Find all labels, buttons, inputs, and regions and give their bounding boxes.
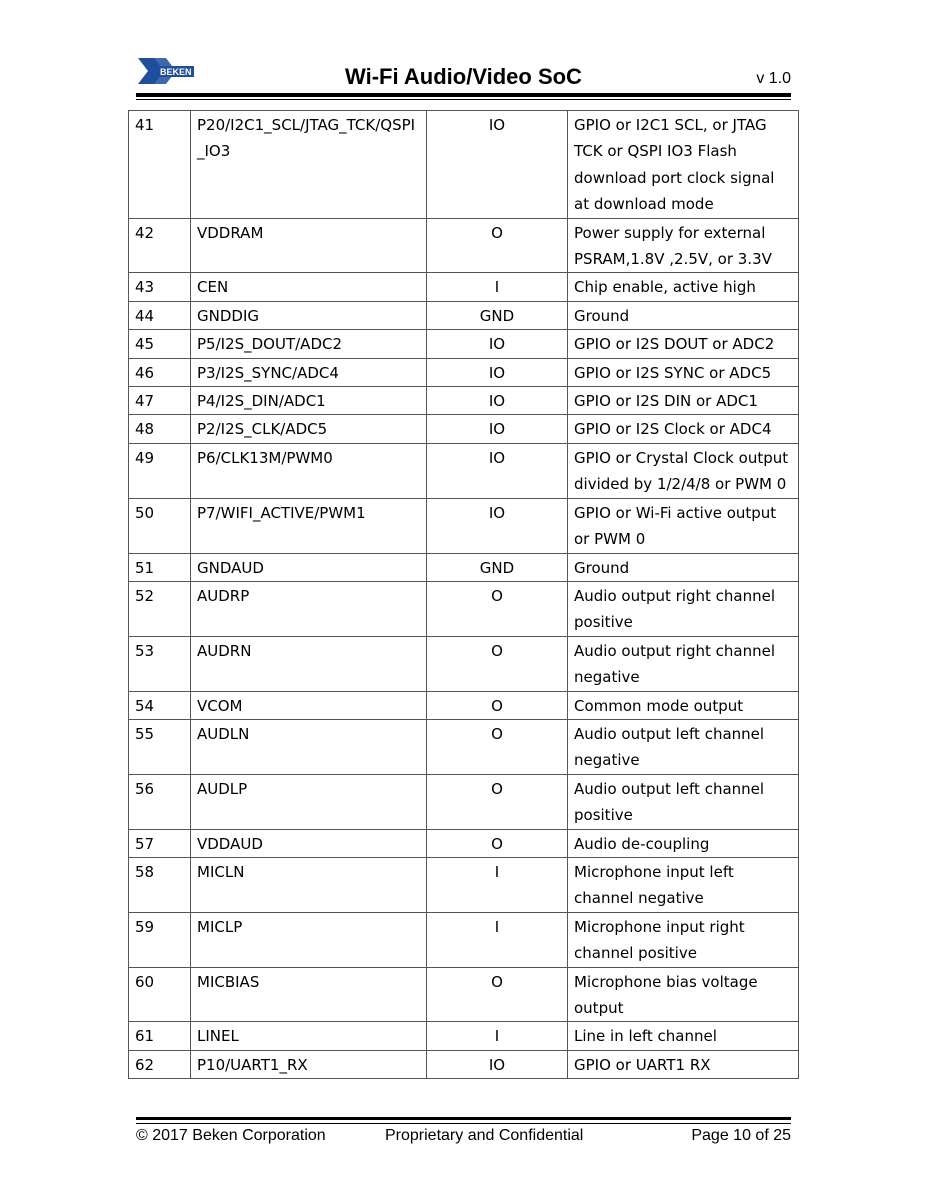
pin-description-cell: Power supply for external PSRAM,1.8V ,2.5V, or 3.3V	[568, 218, 799, 273]
pin-description-cell: GPIO or I2S Clock or ADC4	[568, 415, 799, 443]
pin-number-cell: 51	[129, 553, 191, 581]
table-row	[129, 829, 799, 857]
version-label: v 1.0	[756, 70, 791, 87]
pin-name-cell: MICLN	[191, 857, 427, 912]
pin-description-cell: Common mode output	[568, 691, 799, 719]
pin-type-cell: IO	[427, 358, 568, 386]
pin-type-cell: IO	[427, 1050, 568, 1078]
table-row	[129, 691, 799, 719]
pin-description-cell: Chip enable, active high	[568, 273, 799, 301]
table-row	[129, 912, 799, 967]
pin-number-cell: 58	[129, 857, 191, 912]
pin-type-cell: I	[427, 1022, 568, 1050]
pin-number-cell: 43	[129, 273, 191, 301]
table-row	[129, 636, 799, 691]
table-row	[129, 443, 799, 498]
pin-name-cell: CEN	[191, 273, 427, 301]
table-row	[129, 553, 799, 581]
pin-name-cell: P7/WIFI_ACTIVE/PWM1	[191, 498, 427, 553]
table-row	[129, 415, 799, 443]
pin-number-cell: 53	[129, 636, 191, 691]
header-rule-thin	[136, 99, 791, 100]
pin-number-cell: 60	[129, 967, 191, 1022]
pin-number-cell: 44	[129, 301, 191, 329]
pin-type-cell: GND	[427, 301, 568, 329]
pin-description-cell: GPIO or I2S SYNC or ADC5	[568, 358, 799, 386]
pin-type-cell: I	[427, 273, 568, 301]
table-row	[129, 719, 799, 774]
pin-type-cell: I	[427, 857, 568, 912]
table-row	[129, 387, 799, 415]
pin-description-cell: GPIO or I2S DOUT or ADC2	[568, 330, 799, 358]
pin-name-cell: VCOM	[191, 691, 427, 719]
pin-description-cell: GPIO or Crystal Clock output divided by 1/2/4/8 or PWM 0	[568, 443, 799, 498]
pin-number-cell: 62	[129, 1050, 191, 1078]
pin-type-cell: IO	[427, 443, 568, 498]
footer-rule-thin	[136, 1123, 791, 1124]
pin-name-cell: VDDRAM	[191, 218, 427, 273]
table-row	[129, 1022, 799, 1050]
pin-description-cell: Line in left channel	[568, 1022, 799, 1050]
pin-description-cell: Audio output right channel negative	[568, 636, 799, 691]
pin-type-cell: IO	[427, 330, 568, 358]
table-row	[129, 218, 799, 273]
table-row	[129, 581, 799, 636]
table-row	[129, 774, 799, 829]
pin-description-cell: Microphone input right channel positive	[568, 912, 799, 967]
pin-number-cell: 41	[129, 111, 191, 219]
table-row	[129, 1050, 799, 1078]
pin-name-cell: MICLP	[191, 912, 427, 967]
table-row	[129, 273, 799, 301]
copyright-text: © 2017 Beken Corporation	[136, 1127, 326, 1144]
table-row	[129, 330, 799, 358]
pin-type-cell: O	[427, 719, 568, 774]
pin-description-cell: GPIO or I2S DIN or ADC1	[568, 387, 799, 415]
pin-description-cell: GPIO or I2C1 SCL, or JTAG TCK or QSPI IO3 Flash download port clock signal at download mode	[568, 111, 799, 219]
page-number: Page 10 of 25	[691, 1127, 791, 1144]
pin-name-cell: AUDRN	[191, 636, 427, 691]
table-row	[129, 857, 799, 912]
pin-description-cell: Audio de-coupling	[568, 829, 799, 857]
pin-name-cell: GNDAUD	[191, 553, 427, 581]
header-rule-thick	[136, 93, 791, 97]
pin-type-cell: O	[427, 636, 568, 691]
pin-number-cell: 59	[129, 912, 191, 967]
pin-name-cell: GNDDIG	[191, 301, 427, 329]
pin-number-cell: 49	[129, 443, 191, 498]
pin-number-cell: 52	[129, 581, 191, 636]
pin-type-cell: IO	[427, 415, 568, 443]
pin-type-cell: O	[427, 581, 568, 636]
pin-number-cell: 45	[129, 330, 191, 358]
pin-type-cell: O	[427, 774, 568, 829]
pin-type-cell: IO	[427, 111, 568, 219]
pin-number-cell: 54	[129, 691, 191, 719]
pin-type-cell: IO	[427, 387, 568, 415]
pin-description-cell: GPIO or UART1 RX	[568, 1050, 799, 1078]
pin-number-cell: 47	[129, 387, 191, 415]
pin-name-cell: P3/I2S_SYNC/ADC4	[191, 358, 427, 386]
pin-description-cell: Audio output left channel positive	[568, 774, 799, 829]
pin-name-cell: P4/I2S_DIN/ADC1	[191, 387, 427, 415]
pin-name-cell: P10/UART1_RX	[191, 1050, 427, 1078]
pin-name-cell: P20/I2C1_SCL/JTAG_TCK/QSPI_IO3	[191, 111, 427, 219]
pin-type-cell: GND	[427, 553, 568, 581]
pin-number-cell: 46	[129, 358, 191, 386]
table-row	[129, 358, 799, 386]
pin-name-cell: LINEL	[191, 1022, 427, 1050]
pin-description-cell: Microphone bias voltage output	[568, 967, 799, 1022]
pin-number-cell: 56	[129, 774, 191, 829]
document-title: Wi-Fi Audio/Video SoC	[345, 64, 582, 89]
table-row	[129, 301, 799, 329]
pin-name-cell: MICBIAS	[191, 967, 427, 1022]
pin-type-cell: O	[427, 829, 568, 857]
pin-name-cell: VDDAUD	[191, 829, 427, 857]
pin-description-table	[128, 110, 799, 1079]
table-row	[129, 111, 799, 219]
pin-description-cell: Audio output right channel positive	[568, 581, 799, 636]
logo-text: BEKEN	[160, 67, 192, 77]
pin-number-cell: 57	[129, 829, 191, 857]
pin-name-cell: P6/CLK13M/PWM0	[191, 443, 427, 498]
table-row	[129, 967, 799, 1022]
pin-number-cell: 48	[129, 415, 191, 443]
pin-name-cell: AUDLP	[191, 774, 427, 829]
pin-type-cell: I	[427, 912, 568, 967]
pin-description-cell: Audio output left channel negative	[568, 719, 799, 774]
pin-name-cell: P2/I2S_CLK/ADC5	[191, 415, 427, 443]
table-row	[129, 498, 799, 553]
pin-type-cell: O	[427, 218, 568, 273]
pin-description-cell: Ground	[568, 301, 799, 329]
page-footer	[136, 1127, 791, 1149]
pin-number-cell: 55	[129, 719, 191, 774]
pin-number-cell: 61	[129, 1022, 191, 1050]
pin-name-cell: AUDLN	[191, 719, 427, 774]
pin-type-cell: O	[427, 691, 568, 719]
footer-rule-thick	[136, 1117, 791, 1120]
pin-name-cell: P5/I2S_DOUT/ADC2	[191, 330, 427, 358]
confidential-text: Proprietary and Confidential	[385, 1127, 584, 1144]
pin-description-cell: Ground	[568, 553, 799, 581]
pin-type-cell: O	[427, 967, 568, 1022]
pin-name-cell: AUDRP	[191, 581, 427, 636]
pin-number-cell: 50	[129, 498, 191, 553]
pin-number-cell: 42	[129, 218, 191, 273]
pin-description-cell: GPIO or Wi-Fi active output or PWM 0	[568, 498, 799, 553]
pin-type-cell: IO	[427, 498, 568, 553]
pin-description-cell: Microphone input left channel negative	[568, 857, 799, 912]
